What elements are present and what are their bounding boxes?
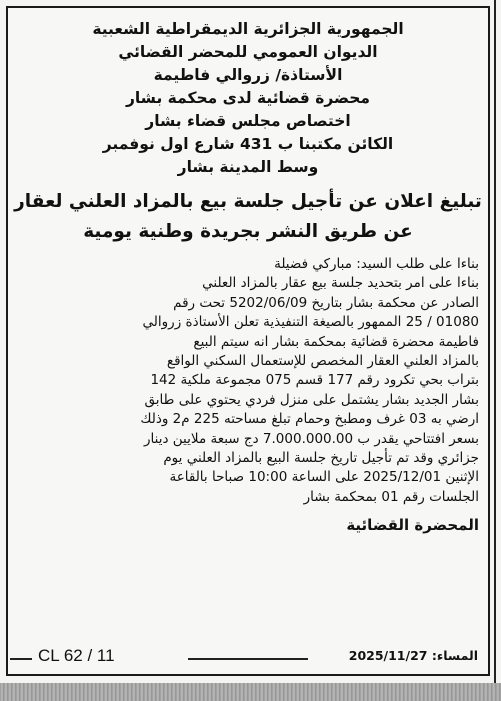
header-line: الديوان العمومي للمحضر القضائي [118,43,378,61]
notice-footer [8,644,488,668]
body-line: جزائري وقد تم تأجيل تاريخ جلسة البيع بالمزاد العلني يوم [163,450,479,467]
title-line: عن طريق النشر بجريدة وطنية يومية [83,221,413,242]
notice-body [8,255,488,507]
body-line: ارضي به 03 غرف ومطبخ وحمام تبلغ مساحته 225 م2 وذلك [140,411,479,428]
body-line: بناءا على امر بتحديد جلسة بيع عقار بالمزاد العلني [202,275,479,292]
column-divider [494,0,496,690]
notice-header [8,18,488,179]
body-line: الجلسات رقم 01 بمحكمة بشار [303,488,479,505]
body-line: بناءا على طلب السيد: مباركي فضيلة [274,256,479,272]
body-line: بشار الجديد بشار يشتمل على منزل فردي يحتوي على طابق [144,391,479,408]
reference-code: CL 62 / 11 [38,646,115,665]
signoff: المحضرة القضائية [346,516,479,535]
body-line: بتراب بحي تكرود رقم 177 قسم 075 مجموعة ملكية 142 [150,372,479,389]
page-edge-strip [0,683,501,701]
body-line: 01080 / 25 الممهور بالصيغة التنفيذية تعلن الأستاذة زروالي [142,314,479,331]
title-line: تبليغ اعلان عن تأجيل جلسة بيع بالمزاد العلني لعقار [14,191,482,212]
header-line: محضرة قضائية لدى محكمة بشار [125,89,371,107]
footer-rule [10,658,32,660]
body-line: الإثنين 2025/12/01 على الساعة 10:00 صباحا بالقاعة [169,469,479,486]
legal-notice [6,6,490,676]
header-line: الأستاذة/ زروالي فاطيمة [153,66,343,84]
body-line: الصادر عن محكمة بشار بتاريخ 5202/06/09 تحت رقم [173,294,479,311]
header-line: اختصاص مجلس قضاء بشار [145,112,351,130]
date-label: المساء: [431,648,478,663]
body-line: فاطيمة محضرة قضائية بمحكمة بشار انه سيتم البيع [193,333,479,350]
header-line: وسط المدينة بشار [177,158,319,176]
header-line: الكائن مكتبنا ب 431 شارع اول نوفمبر [102,135,394,153]
date-value: 2025/11/27 [348,648,428,663]
footer-rule [188,658,308,660]
publication-date [349,648,478,663]
body-line: بسعر افتتاحي يقدر ب 7.000.000.00 دج سبعة ملايين دينار [144,430,479,447]
notice-title [8,187,488,247]
body-line: بالمزاد العلني العقار المخصص للإستعمال السكني الواقع [166,353,479,370]
header-line: الجمهورية الجزائرية الديمقراطية الشعبية [92,20,404,38]
